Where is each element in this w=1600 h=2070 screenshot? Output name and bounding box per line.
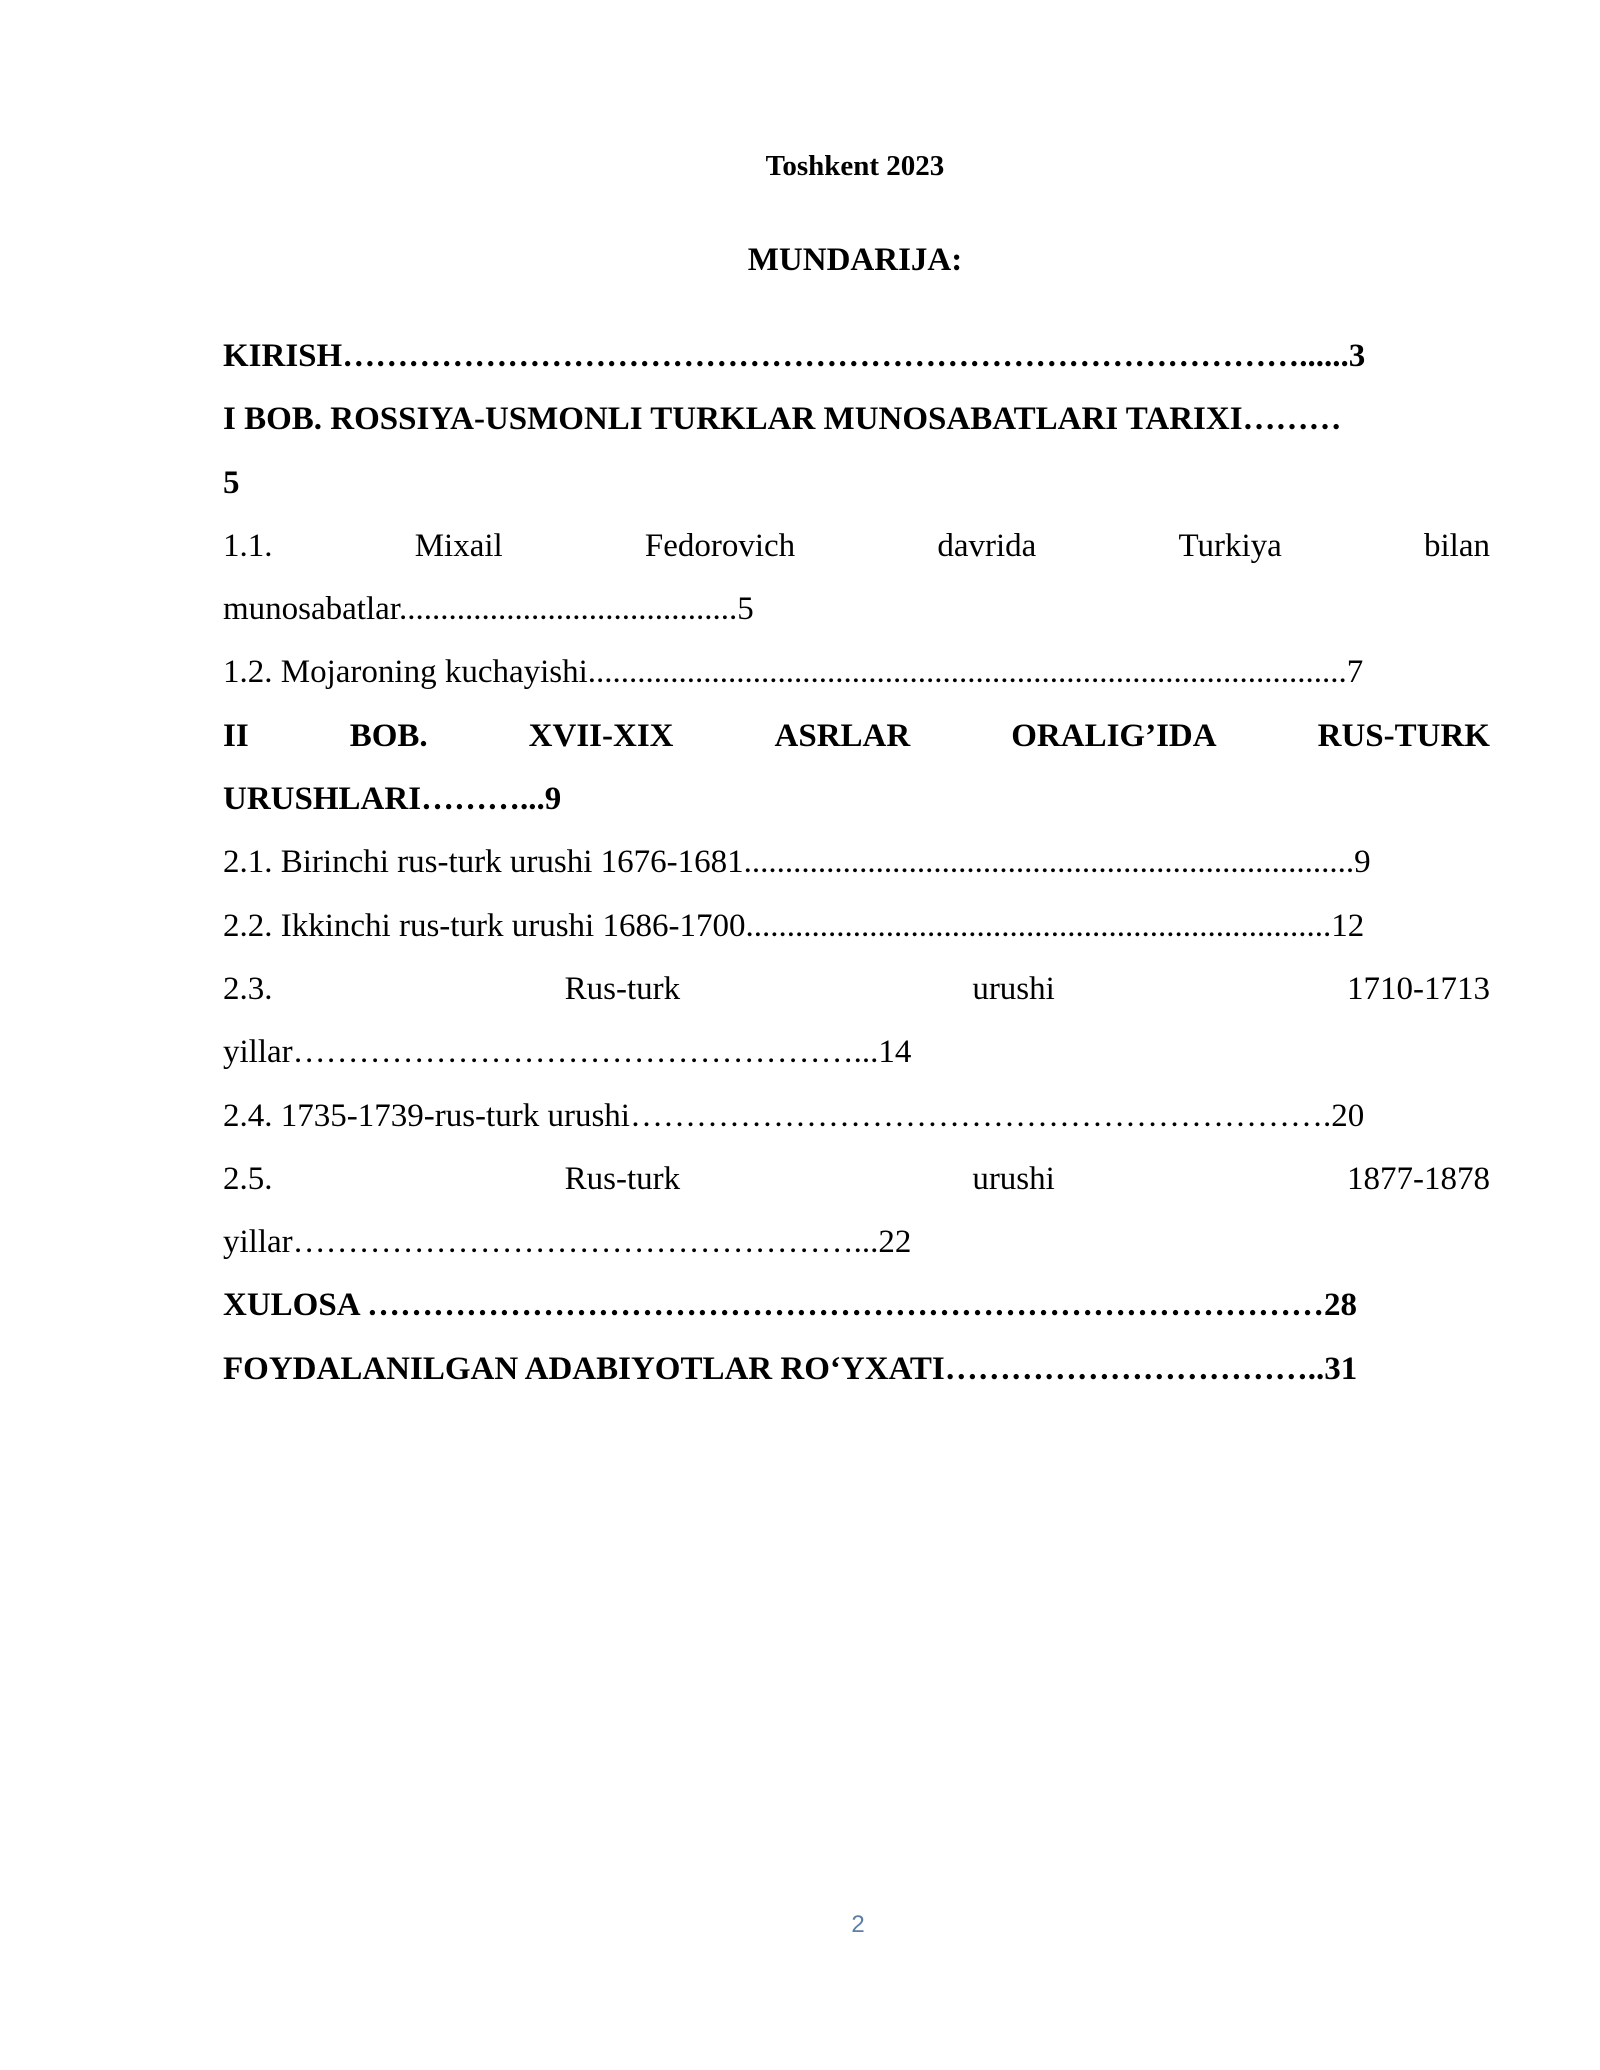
toc-word: II bbox=[223, 717, 249, 754]
toc-entry-2-4: 2.4. 1735-1739-rus-turk urushi……………………………………………………….20 bbox=[223, 1097, 1365, 1134]
toc-word: Rus-turk bbox=[564, 970, 681, 1007]
toc-word: RUS-TURK bbox=[1317, 717, 1490, 754]
toc-word: 2.3. bbox=[223, 970, 273, 1007]
toc-word: Turkiya bbox=[1178, 527, 1282, 564]
toc-title: MUNDARIJA: bbox=[747, 242, 963, 278]
toc-word: XVII-XIX bbox=[528, 717, 674, 754]
toc-word: ORALIG’IDA bbox=[1011, 717, 1217, 754]
toc-entry-2-3 bbox=[223, 958, 1490, 1021]
toc-entry-bob1-page: 5 bbox=[223, 464, 240, 501]
toc-entry-2-5 bbox=[223, 1148, 1490, 1211]
toc-word: urushi bbox=[972, 970, 1055, 1007]
toc-word: ASRLAR bbox=[774, 717, 911, 754]
toc-word: Rus-turk bbox=[564, 1160, 681, 1197]
toc-entry-2-2: 2.2. Ikkinchi rus-turk urushi 1686-1700.......................................................................12 bbox=[223, 907, 1365, 944]
toc-entry-bob1: I BOB. ROSSIYA-USMONLI TURKLAR MUNOSABATLARI TARIXI……… bbox=[223, 401, 1342, 438]
city-year-heading: Toshkent 2023 bbox=[765, 150, 945, 182]
toc-word: 1710-1713 bbox=[1346, 970, 1490, 1007]
toc-entry-kirish: KIRISH……………………………………………………………………………......3 bbox=[223, 338, 1366, 374]
toc-entry-2-5-continued: yillar……………………………………………...22 bbox=[223, 1224, 912, 1261]
toc-entry-bob2 bbox=[223, 705, 1490, 768]
toc-entry-adabiyotlar: FOYDALANILGAN ADABIYOTLAR RO‘YXATI……………………………..31 bbox=[223, 1350, 1358, 1387]
toc-entry-1-1-continued: munosabatlar.........................................5 bbox=[223, 591, 754, 628]
toc-entry-2-1: 2.1. Birinchi rus-turk urushi 1676-1681..........................................................................9 bbox=[223, 844, 1371, 881]
toc-word: urushi bbox=[972, 1160, 1055, 1197]
toc-word: 1877-1878 bbox=[1346, 1160, 1490, 1197]
toc-entry-1-1 bbox=[223, 515, 1490, 578]
toc-word: 2.5. bbox=[223, 1160, 273, 1197]
toc-word: davrida bbox=[937, 527, 1037, 564]
toc-entry-bob2-continued: URUSHLARI………...9 bbox=[223, 781, 562, 818]
toc-word: 1.1. bbox=[223, 527, 273, 564]
page-number: 2 bbox=[851, 1911, 865, 1938]
toc-entry-2-3-continued: yillar……………………………………………...14 bbox=[223, 1034, 912, 1071]
toc-word: Mixail bbox=[414, 527, 503, 564]
toc-word: bilan bbox=[1424, 527, 1490, 564]
toc-entry-1-2: 1.2. Mojaroning kuchayishi............................................................................................7 bbox=[223, 654, 1364, 691]
toc-entry-xulosa: XULOSA ……………………………………………………………………………28 bbox=[223, 1287, 1357, 1324]
toc-word: BOB. bbox=[349, 717, 428, 754]
toc-word: Fedorovich bbox=[644, 527, 796, 564]
table-of-contents bbox=[223, 325, 1490, 1401]
